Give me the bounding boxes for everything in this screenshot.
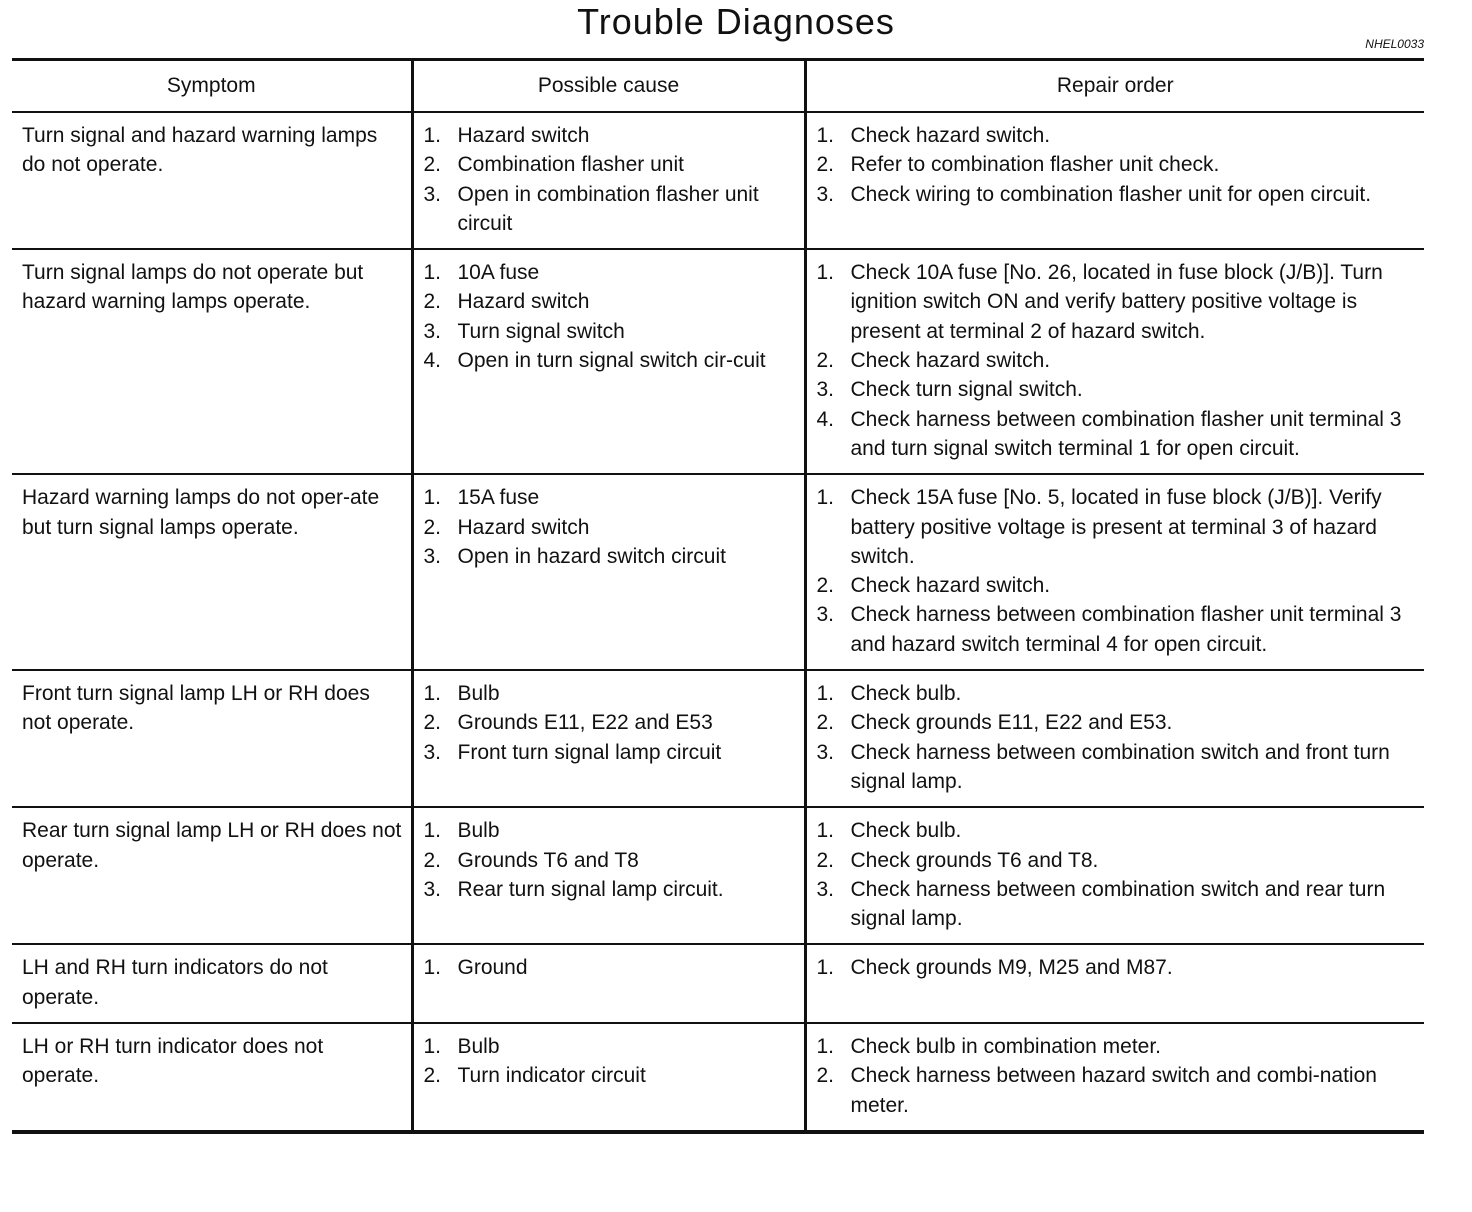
symptom-cell: Hazard warning lamps do not oper-ate but turn signal lamps operate.: [12, 474, 412, 670]
page-title: Trouble Diagnoses: [577, 1, 895, 42]
repair-item: [817, 375, 1417, 404]
cause-item: [424, 121, 796, 150]
repair-item-number: 3.: [816, 877, 835, 901]
table-row: [12, 944, 1424, 1023]
cause-item-number: 3.: [423, 877, 442, 901]
table-row: [12, 807, 1424, 944]
repair-item: [817, 679, 1417, 708]
repair-order-header: Repair order: [805, 60, 1424, 113]
repair-item: [817, 1032, 1417, 1061]
cause-item-number: 1.: [423, 819, 442, 843]
cause-item-text: Combination flasher unit: [457, 153, 684, 177]
symptom-cell: Front turn signal lamp LH or RH does not operate.: [12, 670, 412, 807]
repair-item-text: Refer to combination flasher unit check.: [850, 153, 1220, 177]
cause-list: [424, 483, 796, 571]
cause-item-text: Turn indicator circuit: [457, 1064, 646, 1088]
cause-item-text: Hazard switch: [457, 515, 590, 539]
cause-item: [424, 953, 796, 982]
possible-cause-cell: [412, 112, 805, 249]
cause-item-number: 2.: [423, 290, 442, 314]
repair-item-text: Check harness between combination flasher unit terminal 3 and turn signal switch terminal 1 for open circuit.: [850, 407, 1402, 460]
repair-item-text: Check harness between combination flasher unit terminal 3 and hazard switch terminal 4 for open circuit.: [850, 603, 1402, 656]
cause-item-text: Ground: [457, 956, 528, 980]
possible-cause-cell: [412, 249, 805, 474]
symptom-cell: LH and RH turn indicators do not operate.: [12, 944, 412, 1023]
cause-item-number: 2.: [423, 1064, 442, 1088]
repair-item: [817, 571, 1417, 600]
repair-item-text: Check harness between hazard switch and combi-nation meter.: [850, 1064, 1377, 1117]
cause-item-text: Open in combination flasher unit circuit: [457, 182, 759, 235]
cause-item: [424, 846, 796, 875]
cause-item: [424, 738, 796, 767]
repair-item: [817, 816, 1417, 845]
repair-item: [817, 150, 1417, 179]
cause-item-text: 15A fuse: [457, 486, 540, 510]
cause-item-text: Bulb: [457, 1035, 500, 1059]
repair-order-cell: [805, 474, 1424, 670]
repair-item-number: 1.: [816, 682, 835, 706]
repair-item: [817, 738, 1417, 797]
repair-list: [817, 679, 1417, 796]
possible-cause-cell: [412, 807, 805, 944]
repair-list: [817, 816, 1417, 933]
repair-item-number: 3.: [816, 182, 835, 206]
possible-cause-cell: [412, 1023, 805, 1132]
cause-item: [424, 513, 796, 542]
table-row: [12, 1023, 1424, 1132]
symptom-cell: LH or RH turn indicator does not operate.: [22, 1035, 324, 1088]
repair-list: [817, 1032, 1417, 1120]
cause-item: [424, 679, 796, 708]
cause-item-number: 3.: [423, 182, 442, 206]
table-row: [12, 670, 1424, 807]
repair-item-number: 3.: [816, 603, 835, 627]
repair-item-text: Check hazard switch.: [850, 349, 1051, 373]
cause-item-text: Bulb: [457, 682, 500, 706]
table-row: [12, 474, 1424, 670]
repair-item: [817, 1061, 1417, 1120]
repair-item-text: Check harness between combination switch and rear turn signal lamp.: [850, 877, 1386, 931]
repair-item-text: Check grounds E11, E22 and E53.: [850, 711, 1173, 735]
cause-item-number: 2.: [423, 848, 442, 872]
repair-item-number: 4.: [816, 407, 835, 431]
repair-item-number: 2.: [816, 1064, 835, 1088]
repair-item-number: 2.: [816, 848, 835, 872]
repair-item-number: 1.: [816, 1035, 835, 1059]
cause-item: [424, 708, 796, 737]
cause-list: [424, 816, 796, 904]
repair-item: [817, 600, 1417, 659]
cause-item-text: Front turn signal lamp circuit: [457, 740, 722, 764]
repair-item-text: Check grounds M9, M25 and M87.: [850, 956, 1173, 980]
repair-order-cell: [805, 1023, 1424, 1132]
cause-item-number: 3.: [423, 544, 442, 568]
repair-item-number: 3.: [816, 378, 835, 402]
cause-item-number: 2.: [423, 153, 442, 177]
repair-item: [817, 405, 1417, 464]
cause-item-text: Bulb: [457, 819, 500, 843]
cause-item-number: 3.: [423, 319, 442, 343]
cause-item: [424, 287, 796, 316]
cause-list: [424, 679, 796, 767]
repair-item-text: Check wiring to combination flasher unit for open circuit.: [850, 182, 1372, 206]
cause-item: [424, 542, 796, 571]
cause-item-number: 1.: [423, 486, 442, 510]
symptom-cell: Turn signal and hazard warning lamps do not operate.: [12, 112, 412, 249]
repair-list: [817, 483, 1417, 659]
cause-item-number: 1.: [423, 261, 442, 285]
repair-item-number: 2.: [816, 574, 835, 598]
cause-item-number: 3.: [423, 740, 442, 764]
cause-item: [424, 1061, 796, 1090]
repair-item-number: 2.: [816, 349, 835, 373]
cause-item-text: Rear turn signal lamp circuit.: [457, 877, 724, 901]
symptom-header: Symptom: [12, 60, 412, 113]
cause-item-text: Hazard switch: [457, 290, 590, 314]
repair-order-cell: [805, 112, 1424, 249]
repair-item-text: Check turn signal switch.: [850, 378, 1083, 402]
repair-item-number: 1.: [816, 261, 835, 285]
cause-item-text: Turn signal switch: [457, 319, 625, 343]
repair-order-cell: [805, 944, 1424, 1023]
cause-item: [424, 483, 796, 512]
trouble-diagnoses-table: [12, 58, 1424, 1134]
cause-item: [424, 1032, 796, 1061]
possible-cause-cell: [412, 944, 805, 1023]
repair-list: [817, 121, 1417, 209]
repair-item-number: 2.: [816, 711, 835, 735]
repair-item: [817, 875, 1417, 934]
cause-list: [424, 1032, 796, 1091]
symptom-cell: Rear turn signal lamp LH or RH does not operate.: [12, 807, 412, 944]
repair-item: [817, 483, 1417, 571]
repair-order-cell: [805, 807, 1424, 944]
repair-item-number: 1.: [816, 819, 835, 843]
cause-item-text: Hazard switch: [457, 124, 590, 147]
cause-item-text: Open in turn signal switch cir-cuit: [457, 349, 766, 373]
cause-item: [424, 317, 796, 346]
cause-list: [424, 121, 796, 238]
table-row: [12, 249, 1424, 474]
table-header-row: [12, 60, 1424, 113]
document-code: NHEL0033: [1365, 37, 1424, 51]
cause-item: [424, 258, 796, 287]
symptom-cell: Turn signal lamps do not operate but hazard warning lamps operate.: [12, 249, 412, 474]
repair-item-text: Check hazard switch.: [850, 574, 1051, 598]
cause-item: [424, 150, 796, 179]
cause-item-number: 2.: [423, 515, 442, 539]
repair-item-text: Check bulb.: [850, 682, 962, 706]
cause-list: [424, 258, 796, 375]
repair-item-text: Check 15A fuse [No. 5, located in fuse block (J/B)]. Verify battery positive voltage is present at terminal 3 of hazard switch.: [850, 486, 1382, 568]
cause-item-text: Grounds E11, E22 and E53: [457, 711, 713, 735]
cause-item-text: 10A fuse: [457, 261, 540, 285]
possible-cause-cell: [412, 670, 805, 807]
cause-item-text: Open in hazard switch circuit: [457, 544, 726, 568]
cause-item-number: 1.: [423, 682, 442, 706]
cause-item-text: Grounds T6 and T8: [457, 848, 639, 872]
repair-order-cell: [805, 249, 1424, 474]
cause-item-number: 1.: [423, 1035, 442, 1059]
repair-item-text: Check grounds T6 and T8.: [850, 848, 1099, 872]
cause-item: [424, 180, 796, 239]
cause-item-number: 4.: [423, 349, 442, 373]
repair-item: [817, 121, 1417, 150]
repair-order-cell: [805, 670, 1424, 807]
cause-list: [424, 953, 796, 982]
cause-item: [424, 875, 796, 904]
cause-item-number: 1.: [423, 956, 442, 980]
repair-item: [817, 708, 1417, 737]
cause-item-number: 2.: [423, 711, 442, 735]
repair-list: [817, 258, 1417, 463]
repair-item-text: Check bulb in combination meter.: [850, 1035, 1161, 1059]
table-row: [12, 112, 1424, 249]
repair-item: [817, 346, 1417, 375]
repair-item: [817, 953, 1417, 982]
repair-item-text: Check hazard switch.: [850, 124, 1051, 147]
possible-cause-cell: [412, 474, 805, 670]
repair-item-number: 1.: [816, 124, 835, 147]
repair-item-text: Check harness between combination switch and front turn signal lamp.: [850, 740, 1390, 793]
table-body: [12, 112, 1424, 1132]
repair-item: [817, 258, 1417, 346]
repair-item-number: 2.: [816, 153, 835, 177]
repair-item-number: 1.: [816, 486, 835, 510]
cause-item: [424, 816, 796, 845]
cause-item: [424, 346, 796, 375]
repair-item: [817, 180, 1417, 209]
repair-item-number: 3.: [816, 740, 835, 764]
repair-item-text: Check bulb.: [850, 819, 962, 843]
repair-list: [817, 953, 1417, 982]
repair-item: [817, 846, 1417, 875]
possible-cause-header: Possible cause: [412, 60, 805, 113]
cause-item-number: 1.: [423, 124, 442, 147]
repair-item-number: 1.: [816, 956, 835, 980]
repair-item-text: Check 10A fuse [No. 26, located in fuse block (J/B)]. Turn ignition switch ON and verify battery positive voltage is present at terminal 2 of hazard switch.: [850, 261, 1383, 343]
